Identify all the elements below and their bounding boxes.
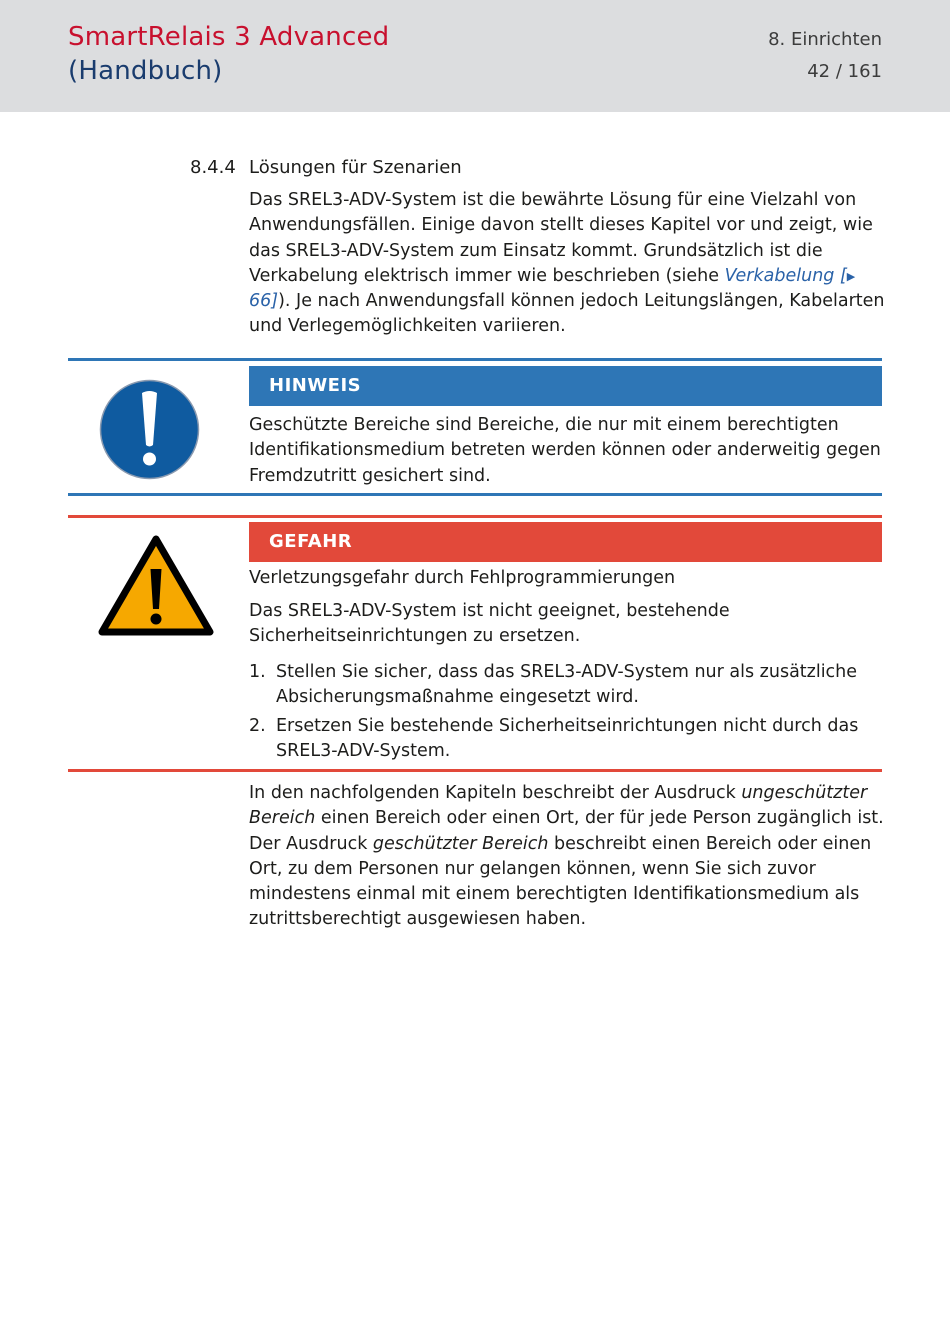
danger-bottom-rule	[68, 769, 882, 772]
link-text[interactable]: Verkabelung	[724, 265, 835, 286]
section-number: 8.4.4	[190, 157, 236, 178]
notice-label: HINWEIS	[269, 375, 362, 396]
document-title: SmartRelais 3 Advanced	[68, 22, 390, 52]
list-item	[249, 714, 889, 766]
link-page[interactable]: 66	[249, 291, 272, 312]
notice-text: Geschützte Bereiche sind Bereiche, die nur mit einem berechtigten Identifikationsmedium betreten werden können oder anderweitig gegen Fremdzutritt gesichert sind.	[249, 415, 881, 486]
section-title: Lösungen für Szenarien	[249, 157, 462, 178]
link-bracket-open[interactable]: [	[839, 265, 847, 286]
intro-text-2: ). Je nach Anwendungsfall können jedoch Leitungslängen, Kabelarten und Verlegemöglichkeiten variieren.	[249, 291, 885, 337]
step-number: 1.	[249, 662, 266, 682]
term-protected-area: geschützter Bereich	[372, 833, 549, 854]
link-arrow-icon[interactable]: ▶	[846, 269, 856, 283]
intro-text-1: Das SREL3-ADV-System ist die bewährte Lösung für eine Vielzahl von Anwendungsfällen. Einige davon stellt dieses Kapitel vor und zeigt, wie das SREL3-ADV-System zum Einsatz kommt. Grundsätzlich ist die Verkabelung elektrisch immer wie beschrieben (siehe	[249, 190, 873, 286]
list-item	[249, 660, 889, 712]
chapter-label: 8. Einrichten	[768, 29, 882, 50]
danger-subtitle: Verletzungsgefahr durch Fehlprogrammierungen	[249, 568, 676, 588]
notice-bottom-rule	[68, 493, 882, 496]
link-bracket-close[interactable]: ]	[271, 291, 279, 312]
closing-paragraph	[249, 781, 889, 933]
danger-header-bar	[249, 522, 882, 562]
page-number: 42 / 161	[807, 61, 882, 82]
notice-header-bar	[249, 366, 882, 406]
notice-top-rule	[68, 358, 882, 361]
document-subtitle: (Handbuch)	[68, 56, 223, 86]
danger-top-rule	[68, 515, 882, 518]
intro-paragraph	[249, 188, 889, 340]
step-number: 2.	[249, 716, 266, 736]
term-unprotected-area: ungeschützter Bereich	[249, 783, 868, 829]
closing-text-2: einen Bereich oder einen Ort, der für jede Person zugänglich ist. Der Ausdruck	[249, 808, 884, 854]
page-header	[0, 0, 950, 112]
closing-text-1: In den nachfolgenden Kapiteln beschreibt der Ausdruck	[249, 783, 742, 803]
danger-text: Das SREL3-ADV-System ist nicht geeignet, bestehende Sicherheitseinrichtungen zu ersetzen.	[249, 601, 730, 647]
step-text: Ersetzen Sie bestehende Sicherheitseinrichtungen nicht durch das SREL3-ADV-System.	[276, 716, 859, 762]
closing-text-3: beschreibt einen Bereich oder einen Ort, zu dem Personen nur gelangen können, wenn Sie sich zuvor mindestens einmal mit einem berechtigten Identifikationsmedium als zutrittsberechtigt ausgewiesen haben.	[249, 833, 872, 930]
mandatory-exclamation-icon	[99, 379, 200, 480]
step-text: Stellen Sie sicher, dass das SREL3-ADV-System nur als zusätzliche Absicherungsmaßnahme eingesetzt wird.	[276, 662, 858, 708]
warning-triangle-icon	[98, 535, 214, 636]
danger-label: GEFAHR	[269, 531, 353, 552]
